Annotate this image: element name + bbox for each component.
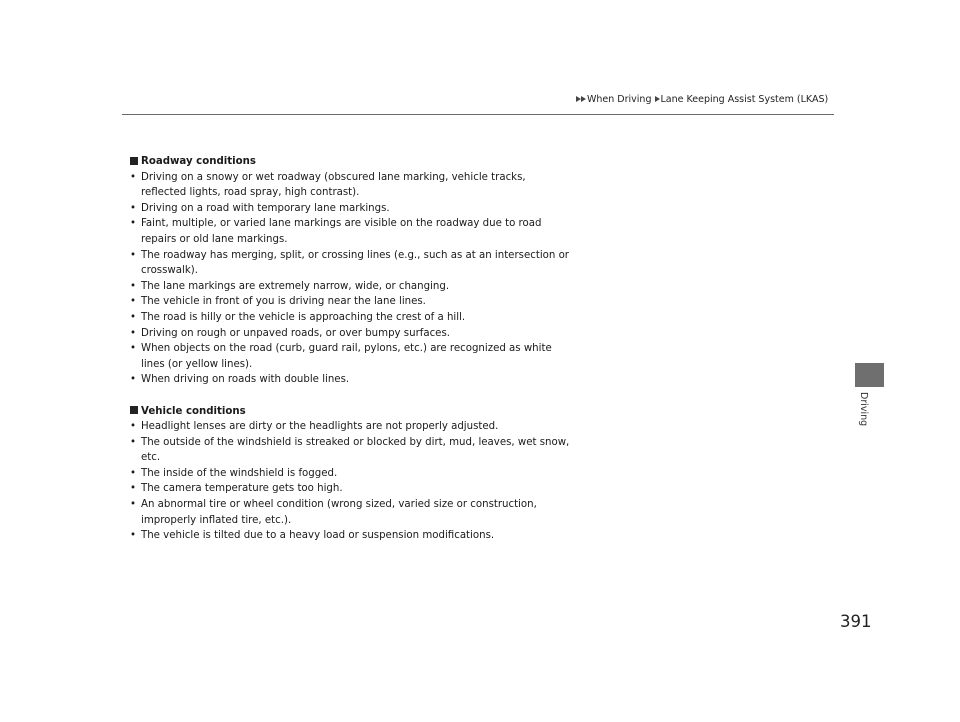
list-item: • Driving on a snowy or wet roadway (obscured lane marking, vehicle tracks, reflected lights, road spray, high contrast). bbox=[130, 170, 570, 201]
breadcrumb-arrow-icon bbox=[581, 96, 586, 102]
section-heading: Vehicle conditions bbox=[130, 404, 570, 420]
list-item: • Driving on rough or unpaved roads, or over bumpy surfaces. bbox=[130, 326, 570, 342]
list-item: • Faint, multiple, or varied lane markings are visible on the roadway due to road repairs or old lane markings. bbox=[130, 216, 570, 247]
list-item: • The inside of the windshield is fogged. bbox=[130, 466, 570, 482]
list-item: • An abnormal tire or wheel condition (wrong sized, varied size or construction, improperly inflated tire, etc.). bbox=[130, 497, 570, 528]
header-divider bbox=[122, 114, 834, 115]
page-number: 391 bbox=[840, 612, 872, 631]
bullet-list bbox=[130, 170, 570, 388]
breadcrumb-item[interactable]: Lane Keeping Assist System (LKAS) bbox=[660, 94, 829, 105]
list-item: • Headlight lenses are dirty or the headlights are not properly adjusted. bbox=[130, 419, 570, 435]
list-item: • The outside of the windshield is streaked or blocked by dirt, mud, leaves, wet snow, etc. bbox=[130, 435, 570, 466]
list-item: • The camera temperature gets too high. bbox=[130, 481, 570, 497]
section-spacer bbox=[130, 388, 570, 404]
list-item: • When driving on roads with double lines. bbox=[130, 372, 570, 388]
list-item: • The vehicle is tilted due to a heavy load or suspension modifications. bbox=[130, 528, 570, 544]
bullet-list bbox=[130, 419, 570, 544]
list-item: • The lane markings are extremely narrow, wide, or changing. bbox=[130, 279, 570, 295]
square-bullet-icon bbox=[130, 157, 138, 165]
breadcrumb-item[interactable]: When Driving bbox=[587, 94, 652, 105]
list-item: • The road is hilly or the vehicle is approaching the crest of a hill. bbox=[130, 310, 570, 326]
chapter-tab-label: Driving bbox=[858, 392, 869, 427]
section-heading: Roadway conditions bbox=[130, 154, 570, 170]
list-item: • The vehicle in front of you is driving near the lane lines. bbox=[130, 294, 570, 310]
list-item: • Driving on a road with temporary lane markings. bbox=[130, 201, 570, 217]
list-item: • The roadway has merging, split, or crossing lines (e.g., such as at an intersection or crosswalk). bbox=[130, 248, 570, 279]
chapter-tab[interactable] bbox=[855, 363, 884, 387]
breadcrumb bbox=[576, 94, 828, 106]
breadcrumb-arrow-icon bbox=[655, 96, 660, 102]
main-content bbox=[130, 154, 570, 544]
list-item: • When objects on the road (curb, guard rail, pylons, etc.) are recognized as white lines (or yellow lines). bbox=[130, 341, 570, 372]
square-bullet-icon bbox=[130, 406, 138, 414]
